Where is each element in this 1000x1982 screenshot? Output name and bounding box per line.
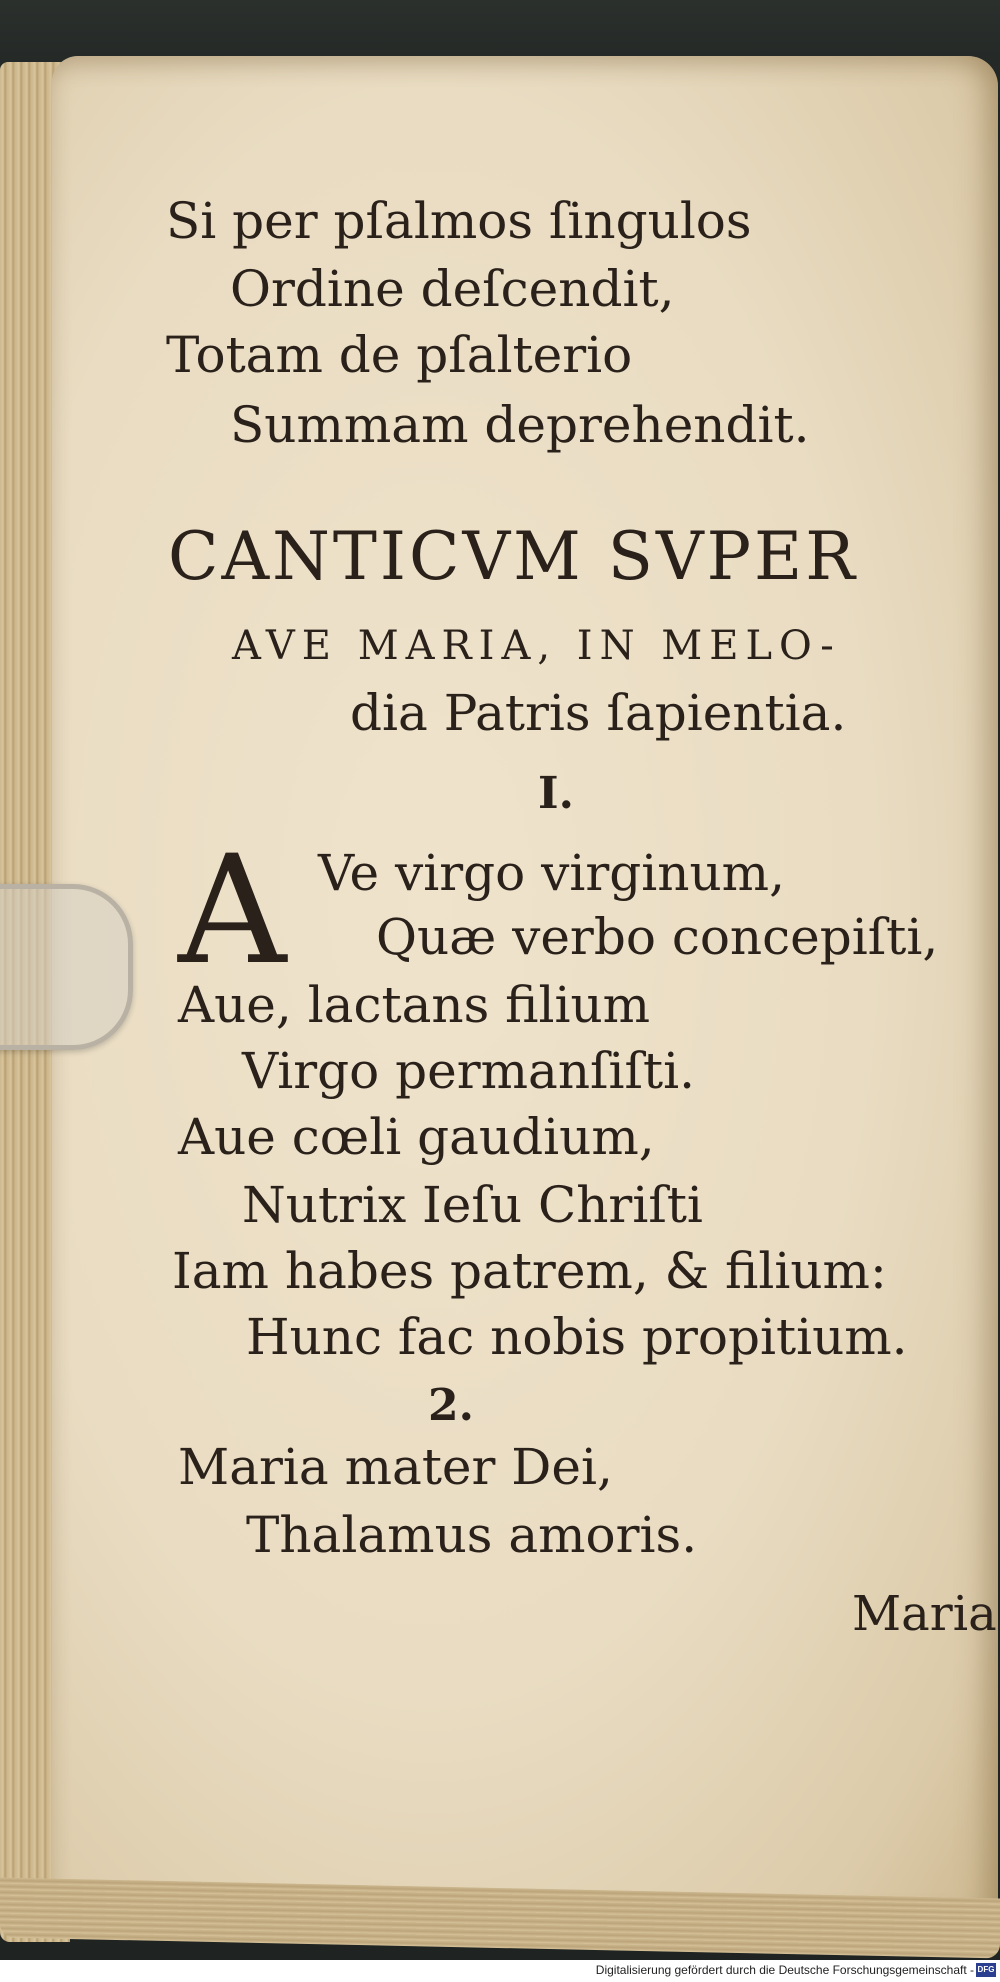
drop-cap: A xyxy=(178,824,287,998)
verse-line: Ordine deſcendit, xyxy=(230,260,675,318)
section-subtitle-continuation: dia Patris ſapientia. xyxy=(350,684,847,742)
verse-line: Virgo permanſiſti. xyxy=(242,1042,696,1100)
verse-line: Aue cœli gaudium, xyxy=(178,1108,655,1166)
verse-line: Aue, lactans filium xyxy=(178,976,651,1034)
verse-line: Ve virgo virginum, xyxy=(318,844,785,902)
verse-line: Totam de pſalterio xyxy=(166,326,633,384)
stanza-number: 2. xyxy=(428,1380,474,1431)
verse-line: Maria mater Dei, xyxy=(178,1438,613,1496)
funding-credit: Digitalisierung gefördert durch die Deutsche Forschungsgemeinschaft - xyxy=(595,1963,974,1977)
stanza-number: I. xyxy=(538,768,574,819)
section-subtitle: AVE MARIA, IN MELO- xyxy=(232,623,841,669)
verse-line: Summam deprehendit. xyxy=(230,396,810,454)
verse-line: Hunc fac nobis propitium. xyxy=(246,1308,908,1366)
page-clip xyxy=(0,884,133,1050)
catchword: Maria xyxy=(852,1586,997,1642)
verse-line: Quæ verbo concepiſti, xyxy=(376,908,939,966)
dfg-logo-icon: DFG xyxy=(976,1963,996,1977)
verse-line: Nutrix Ieſu Chriſti xyxy=(242,1176,703,1234)
section-title: CANTICVM SVPER xyxy=(168,518,858,595)
verse-line: Thalamus amoris. xyxy=(246,1506,698,1564)
verse-line: Iam habes patrem, & filium: xyxy=(172,1242,887,1300)
verse-line: Si per pſalmos ſingulos xyxy=(166,192,752,250)
